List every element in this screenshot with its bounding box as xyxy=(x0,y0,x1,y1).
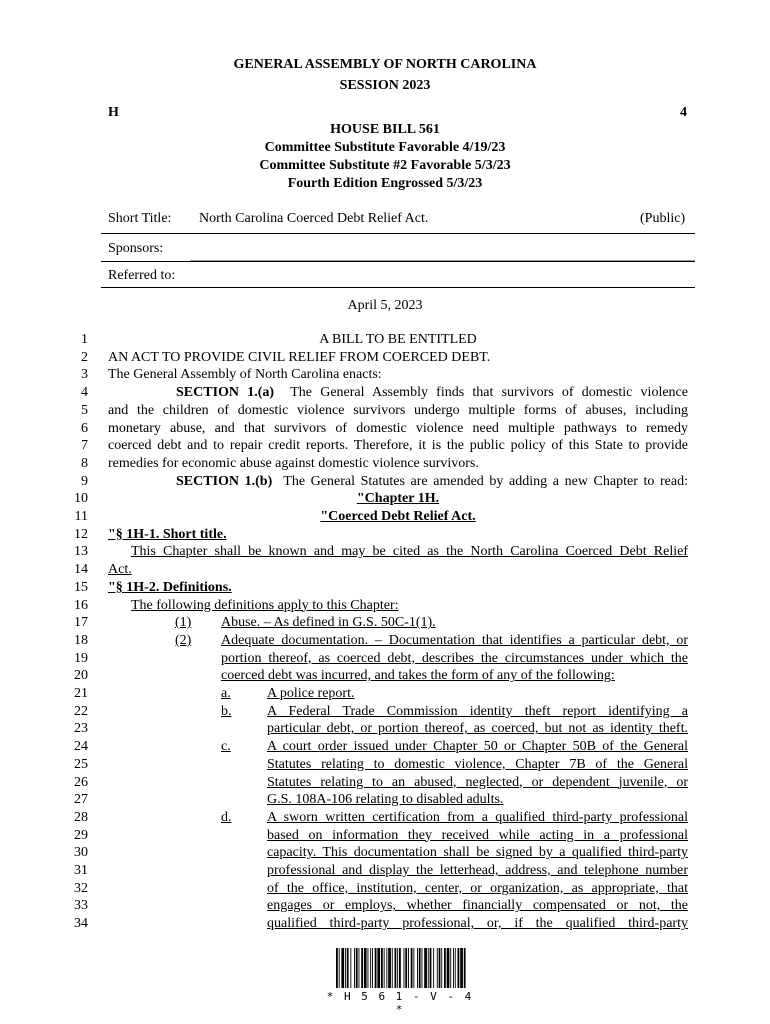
short-title: North Carolina Coerced Debt Relief Act. xyxy=(199,211,429,226)
line-text xyxy=(108,508,688,526)
barcode-bar xyxy=(372,948,373,988)
line-number: 11 xyxy=(74,509,88,524)
bill-line xyxy=(0,897,770,915)
list-marker: c. xyxy=(221,739,231,755)
bill-line xyxy=(0,349,770,367)
line-content: A court order issued under Chapter 50 or Chapter 50B of the General xyxy=(267,739,688,755)
bill-line xyxy=(0,650,770,668)
list-marker: (1) xyxy=(175,615,192,631)
list-marker: d. xyxy=(221,809,232,825)
bill-line xyxy=(0,862,770,880)
barcode-bar xyxy=(356,948,358,988)
assembly-heading: GENERAL ASSEMBLY OF NORTH CAROLINA xyxy=(233,57,537,72)
line-text xyxy=(108,526,688,544)
bill-line xyxy=(0,543,770,561)
bill-line xyxy=(0,366,770,384)
line-content xyxy=(176,384,688,402)
line-content: of the office, institution, center, or organization, as appropriate, that xyxy=(267,880,688,896)
line-text xyxy=(221,614,688,632)
bill-title: HOUSE BILL 561 xyxy=(330,122,440,137)
line-content: based on information they received while acting in a professional xyxy=(267,827,688,843)
barcode-bar xyxy=(375,948,377,988)
bill-line xyxy=(0,632,770,650)
barcode-bar xyxy=(428,948,429,988)
line-number: 29 xyxy=(74,827,88,843)
line-text xyxy=(267,897,688,915)
line-content: "Chapter 1H. xyxy=(356,491,440,507)
barcode-bar xyxy=(359,948,360,988)
bill-line xyxy=(0,756,770,774)
referred-label: Referred to: xyxy=(108,268,176,283)
barcode-bar xyxy=(450,948,451,988)
line-number: 19 xyxy=(74,650,88,666)
line-number: 17 xyxy=(74,615,88,631)
line-number: 12 xyxy=(74,526,88,542)
bill-line xyxy=(0,437,770,455)
line-number: 3 xyxy=(81,367,88,383)
bill-line xyxy=(0,844,770,862)
barcode-bar xyxy=(422,948,423,988)
line-content: coerced debt and to repair credit reports. Therefore, it is the public policy of this State to provide xyxy=(108,438,688,454)
line-number: 6 xyxy=(81,420,88,436)
line-text xyxy=(267,862,688,880)
line-number: 18 xyxy=(74,632,88,648)
line-text xyxy=(267,844,688,862)
line-number: 28 xyxy=(74,809,88,825)
line-number: 1 xyxy=(81,332,88,347)
line-number: 20 xyxy=(74,668,88,684)
edition-line: Fourth Edition Engrossed 5/3/23 xyxy=(287,176,483,191)
list-marker: (2) xyxy=(175,632,192,648)
line-number: 23 xyxy=(74,721,88,737)
barcode-bar xyxy=(399,948,401,988)
line-number: 24 xyxy=(74,739,88,755)
line-text xyxy=(221,650,688,668)
barcode-bar xyxy=(437,948,438,988)
line-content: A BILL TO BE ENTITLED xyxy=(319,332,477,347)
barcode-bar xyxy=(345,948,346,988)
line-content: monetary abuse, and that survivors of domestic violence need multiple pathways to remedy xyxy=(108,420,688,436)
line-text xyxy=(108,561,688,579)
barcode-bar xyxy=(408,948,409,988)
line-content: Abuse. – As defined in G.S. 50C-1(1). xyxy=(221,615,436,631)
barcode-bar xyxy=(411,948,413,988)
line-content: qualified third-party professional, or, if the qualified third-party xyxy=(267,916,688,932)
line-number: 13 xyxy=(74,544,88,560)
bill-line xyxy=(0,685,770,703)
line-content: A police report. xyxy=(267,686,355,701)
public-label: (Public) xyxy=(640,211,686,226)
bill-line xyxy=(0,526,770,544)
barcode-bar xyxy=(444,948,446,988)
section-text: The General Assembly finds that survivors of domestic violence xyxy=(274,385,688,401)
session-heading: SESSION 2023 xyxy=(339,78,431,93)
line-content: capacity. This documentation shall be signed by a qualified third-party xyxy=(267,845,688,861)
line-content: "Coerced Debt Relief Act. xyxy=(320,509,476,524)
barcode-bar xyxy=(458,948,460,988)
line-content: G.S. 108A-106 relating to disabled adults. xyxy=(267,792,504,808)
line-number: 9 xyxy=(81,473,88,489)
divider xyxy=(101,261,695,262)
line-text xyxy=(131,543,688,561)
line-text xyxy=(267,685,688,703)
line-number: 14 xyxy=(74,562,88,578)
bill-line xyxy=(0,473,770,491)
barcode xyxy=(336,948,466,992)
line-text xyxy=(267,738,688,756)
line-text xyxy=(108,420,688,438)
chamber-letter: H xyxy=(108,105,119,120)
line-content: Act. xyxy=(108,562,132,578)
committee-substitute-1: Committee Substitute Favorable 4/19/23 xyxy=(264,140,506,155)
bill-line xyxy=(0,809,770,827)
barcode-bar xyxy=(388,948,391,988)
barcode-text: * H 5 6 1 - V - 4 * xyxy=(326,990,474,1016)
barcode-bar xyxy=(341,948,344,988)
barcode-bar xyxy=(336,948,338,988)
bill-line xyxy=(0,597,770,615)
line-number: 22 xyxy=(74,703,88,719)
line-text xyxy=(176,384,688,402)
line-number: 5 xyxy=(81,402,88,418)
line-text xyxy=(176,473,688,491)
line-content: AN ACT TO PROVIDE CIVIL RELIEF FROM COERCED DEBT. xyxy=(108,349,491,365)
line-text xyxy=(108,402,688,420)
line-text xyxy=(108,437,688,455)
barcode-bar xyxy=(361,948,363,988)
line-text xyxy=(267,774,688,792)
line-number: 31 xyxy=(74,863,88,878)
barcode-bar xyxy=(347,948,349,988)
barcode-bar xyxy=(439,948,441,988)
barcode-bar xyxy=(430,948,432,988)
bill-line xyxy=(0,880,770,898)
line-content: A Federal Trade Commission identity theft report identifying a xyxy=(267,703,688,719)
bill-line xyxy=(0,703,770,721)
line-text xyxy=(267,756,688,774)
line-content: coerced debt was incurred, and takes the form of any of the following: xyxy=(221,668,615,684)
line-number: 21 xyxy=(74,686,88,701)
line-content: A sworn written certification from a qualified third-party professional xyxy=(267,809,688,825)
line-text xyxy=(108,366,688,384)
line-number: 16 xyxy=(74,597,88,613)
barcode-bar xyxy=(364,948,367,988)
barcode-bar xyxy=(413,948,414,988)
bill-date: April 5, 2023 xyxy=(347,298,423,313)
bill-line xyxy=(0,331,770,349)
barcode-bar xyxy=(339,948,340,988)
line-content: engages or employs, whether financially compensated or not, the xyxy=(267,898,688,914)
barcode-bar xyxy=(404,948,405,988)
line-text xyxy=(221,667,688,685)
sponsors-label: Sponsors: xyxy=(108,241,164,256)
line-content: The General Assembly of North Carolina enacts: xyxy=(108,367,382,383)
bill-line xyxy=(0,720,770,738)
bill-line xyxy=(0,420,770,438)
line-number: 34 xyxy=(74,916,88,932)
barcode-bar xyxy=(419,948,421,988)
line-content: This Chapter shall be known and may be cited as the North Carolina Coerced Debt Relief xyxy=(131,544,688,560)
line-text xyxy=(267,791,688,809)
barcode-bar xyxy=(441,948,442,988)
barcode-bar xyxy=(433,948,434,988)
bill-line xyxy=(0,738,770,756)
line-content: professional and display the letterhead, address, and telephone number xyxy=(267,863,688,878)
bill-line xyxy=(0,614,770,632)
barcode-bar xyxy=(384,948,385,988)
line-content: particular debt, or portion thereof, as coerced, but not as identity theft. xyxy=(267,721,688,737)
line-text xyxy=(108,349,688,367)
line-text xyxy=(267,915,688,933)
line-number: 10 xyxy=(74,491,88,507)
line-content: Statutes relating to an abused, neglected, or dependent juvenile, or xyxy=(267,774,688,790)
line-content: "§ 1H-1. Short title. xyxy=(108,526,227,542)
section-label: SECTION 1.(b) xyxy=(176,473,273,489)
line-text xyxy=(131,597,688,615)
barcode-bar xyxy=(417,948,418,988)
barcode-bar xyxy=(447,948,450,988)
line-number: 32 xyxy=(74,880,88,896)
line-text xyxy=(267,827,688,845)
barcode-bar xyxy=(386,948,387,988)
barcode-bar xyxy=(460,948,463,988)
bill-line xyxy=(0,827,770,845)
line-number: 7 xyxy=(81,438,88,454)
line-content: and the children of domestic violence survivors undergo multiple forms of abuses, including xyxy=(108,402,688,418)
bill-line xyxy=(0,561,770,579)
line-text xyxy=(221,632,688,650)
line-number: 8 xyxy=(81,455,88,471)
divider xyxy=(101,287,695,288)
committee-substitute-2: Committee Substitute #2 Favorable 5/3/23 xyxy=(259,158,511,173)
section-text: The General Statutes are amended by adding a new Chapter to read: xyxy=(272,473,688,489)
line-text xyxy=(108,579,688,597)
line-number: 2 xyxy=(81,349,88,365)
barcode-bar xyxy=(453,948,454,988)
line-text xyxy=(267,703,688,721)
line-text xyxy=(267,720,688,738)
barcode-bar xyxy=(392,948,393,988)
line-content: The following definitions apply to this Chapter: xyxy=(131,597,399,613)
bill-line xyxy=(0,490,770,508)
barcode-bar xyxy=(464,948,466,988)
barcode-bar xyxy=(381,948,383,988)
barcode-bar xyxy=(395,948,397,988)
line-number: 26 xyxy=(74,774,88,790)
barcode-bar xyxy=(405,948,407,988)
line-content xyxy=(176,473,688,491)
line-text xyxy=(267,880,688,898)
line-number: 30 xyxy=(74,845,88,861)
line-content: portion thereof, as coerced debt, describes the circumstances under which the xyxy=(221,650,688,666)
bill-line xyxy=(0,774,770,792)
list-marker: b. xyxy=(221,703,232,719)
section-label: SECTION 1.(a) xyxy=(176,385,275,401)
divider xyxy=(101,233,695,234)
edition-number: 4 xyxy=(680,105,687,120)
line-number: 33 xyxy=(74,898,88,914)
line-number: 15 xyxy=(74,579,88,595)
bill-line xyxy=(0,402,770,420)
barcode-bar xyxy=(455,948,456,988)
line-text xyxy=(108,331,688,349)
barcode-bar xyxy=(377,948,380,988)
barcode-bar xyxy=(397,948,398,988)
bill-line xyxy=(0,915,770,933)
bill-line xyxy=(0,508,770,526)
barcode-bar xyxy=(350,948,351,988)
short-title-label: Short Title: xyxy=(108,211,172,226)
bill-line xyxy=(0,384,770,402)
list-marker: a. xyxy=(221,686,231,701)
line-content: "§ 1H-2. Definitions. xyxy=(108,579,232,595)
bill-line xyxy=(0,667,770,685)
line-number: 27 xyxy=(74,792,88,808)
line-text xyxy=(108,490,688,508)
barcode-bar xyxy=(354,948,355,988)
line-text xyxy=(108,455,688,473)
line-number: 4 xyxy=(81,385,88,401)
barcode-bar xyxy=(370,948,371,988)
barcode-bar xyxy=(424,948,427,988)
barcode-bar xyxy=(368,948,369,988)
bill-line xyxy=(0,791,770,809)
bill-line xyxy=(0,579,770,597)
bill-line xyxy=(0,455,770,473)
line-content: remedies for economic abuse against domestic violence survivors. xyxy=(108,455,479,471)
line-number: 25 xyxy=(74,756,88,772)
line-content: Statutes relating to domestic violence, Chapter 7B of the General xyxy=(267,756,688,772)
line-text xyxy=(267,809,688,827)
line-content: Adequate documentation. – Documentation that identifies a particular debt, or xyxy=(221,632,688,648)
